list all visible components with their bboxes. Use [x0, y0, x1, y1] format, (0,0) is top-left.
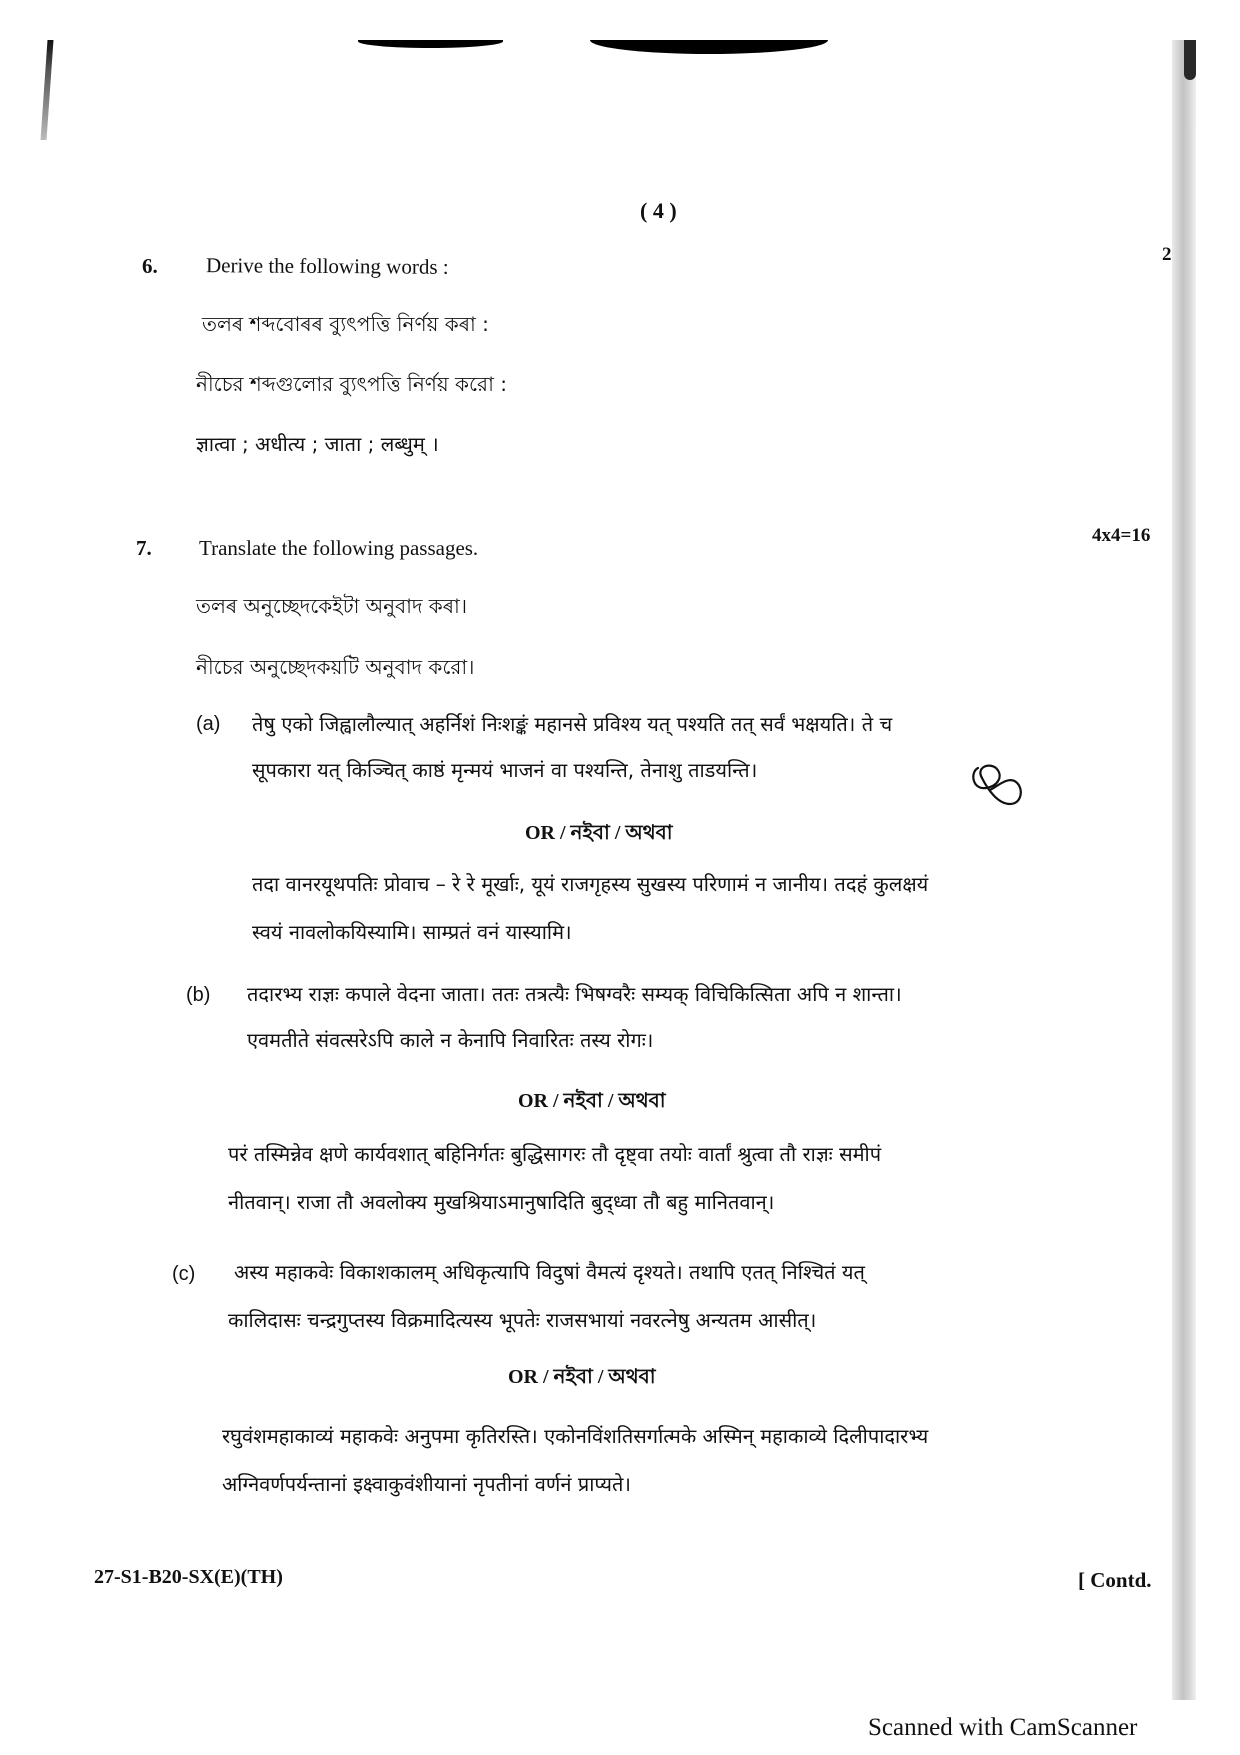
- question-title: Derive the following words :: [205, 253, 449, 279]
- instruction-bengali: নীচের শব্দগুলোর ব্যুৎপত্তি নির্ণয় করো :: [196, 372, 507, 396]
- alternative-passage-line: नीतवान्। राजा तौ अवलोक्य मुखश्रियाऽमानुषादिति बुद्ध्वा तौ बहु मानितवान्।: [228, 1190, 775, 1214]
- handwritten-scribble-icon: [968, 760, 1038, 810]
- instruction-assamese: তলৰ অনুচ্ছেদকেইটা অনুবাদ কৰা।: [196, 594, 468, 618]
- or-separator: OR / নইবা / অথবা: [518, 1090, 666, 1112]
- passage-line: एवमतीते संवत्सरेऽपि काले न केनापि निवारितः तस्य रोगः।: [247, 1028, 654, 1052]
- passage-line: तेषु एको जिह्वालौल्यात् अहर्निशं निःशङ्कं महानसे प्रविश्य यत् पश्यति तत् सर्वं भक्षयति। ते च: [252, 712, 893, 736]
- words-to-derive: ज्ञात्वा ; अधीत्य ; जाता ; लब्धुम् ।: [196, 432, 439, 456]
- part-label: (b): [186, 984, 211, 1006]
- or-separator: OR / নইবা / অথবা: [508, 1366, 656, 1388]
- continued-marker: [ Contd.: [1078, 1568, 1152, 1592]
- alternative-passage-line: रघुवंशमहाकाव्यं महाकवेः अनुपमा कृतिरस्ति। एकोनविंशतिसर्गात्मके अस्मिन् महाकाव्ये दिलीपादारभ्य: [222, 1424, 929, 1448]
- camscanner-watermark: Scanned with CamScanner: [868, 1714, 1138, 1741]
- question-number: 6.: [142, 254, 158, 278]
- alternative-passage-line: परं तस्मिन्नेव क्षणे कार्यवशात् बहिनिर्गतः बुद्धिसागरः तौ दृष्ट्वा तयोः वार्तां श्रुत्वा तौ राज्ञः समीपं: [228, 1142, 882, 1166]
- passage-line: कालिदासः चन्द्रगुप्तस्य विक्रमादित्यस्य भूपतेः राजसभायां नवरत्नेषु अन्यतम आसीत्।: [228, 1308, 817, 1332]
- question-number: 7.: [136, 536, 152, 560]
- scan-blot: [590, 40, 828, 54]
- passage-line: सूपकारा यत् किञ्चित् काष्ठं मृन्मयं भाजनं वा पश्यन्ति, तेनाशु ताडयन्ति।: [252, 758, 758, 782]
- part-label: (a): [196, 713, 221, 735]
- question-marks: 2: [1162, 244, 1172, 265]
- alternative-passage-line: अग्निवर्णपर्यन्तानां इक्ष्वाकुवंशीयानां नृपतीनां वर्णनं प्राप्यते।: [222, 1472, 631, 1496]
- or-separator: OR / নইবা / অথবা: [525, 822, 673, 844]
- alternative-passage-line: स्वयं नावलोकयिस्यामि। साम्प्रतं वनं यास्यामि।: [252, 920, 572, 944]
- scan-blot: [358, 40, 503, 48]
- passage-line: अस्य महाकवेः विकाशकालम् अधिकृत्यापि विदुषां वैमत्यं दृश्यते। तथापि एतत् निश्चितं यत्: [234, 1260, 865, 1284]
- paper-code: 27-S1-B20-SX(E)(TH): [94, 1566, 283, 1588]
- question-title: Translate the following passages.: [199, 536, 479, 560]
- instruction-bengali: নীচের অনুচ্ছেদকয়টি অনুবাদ করো।: [196, 655, 475, 679]
- part-label: (c): [172, 1263, 196, 1285]
- instruction-assamese: তলৰ শব্দবোৰৰ ব্যুৎপত্তি নিৰ্ণয় কৰা :: [202, 312, 489, 336]
- alternative-passage-line: तदा वानरयूथपतिः प्रोवाच – रे रे मूर्खाः, यूयं राजगृहस्य सुखस्य परिणामं न जानीय। तदहं कुलक्षयं: [252, 872, 929, 896]
- passage-line: तदारभ्य राज्ञः कपाले वेदना जाता। ततः तत्रत्यैः भिषग्वरैः सम्यक् विचिकित्सिता अपि न शान्ता।: [247, 982, 902, 1006]
- page-number: ( 4 ): [640, 198, 677, 223]
- scan-page-edge-left: [41, 40, 54, 140]
- scan-page-edge-right: [1172, 40, 1196, 1700]
- question-marks: 4x4=16: [1092, 525, 1151, 546]
